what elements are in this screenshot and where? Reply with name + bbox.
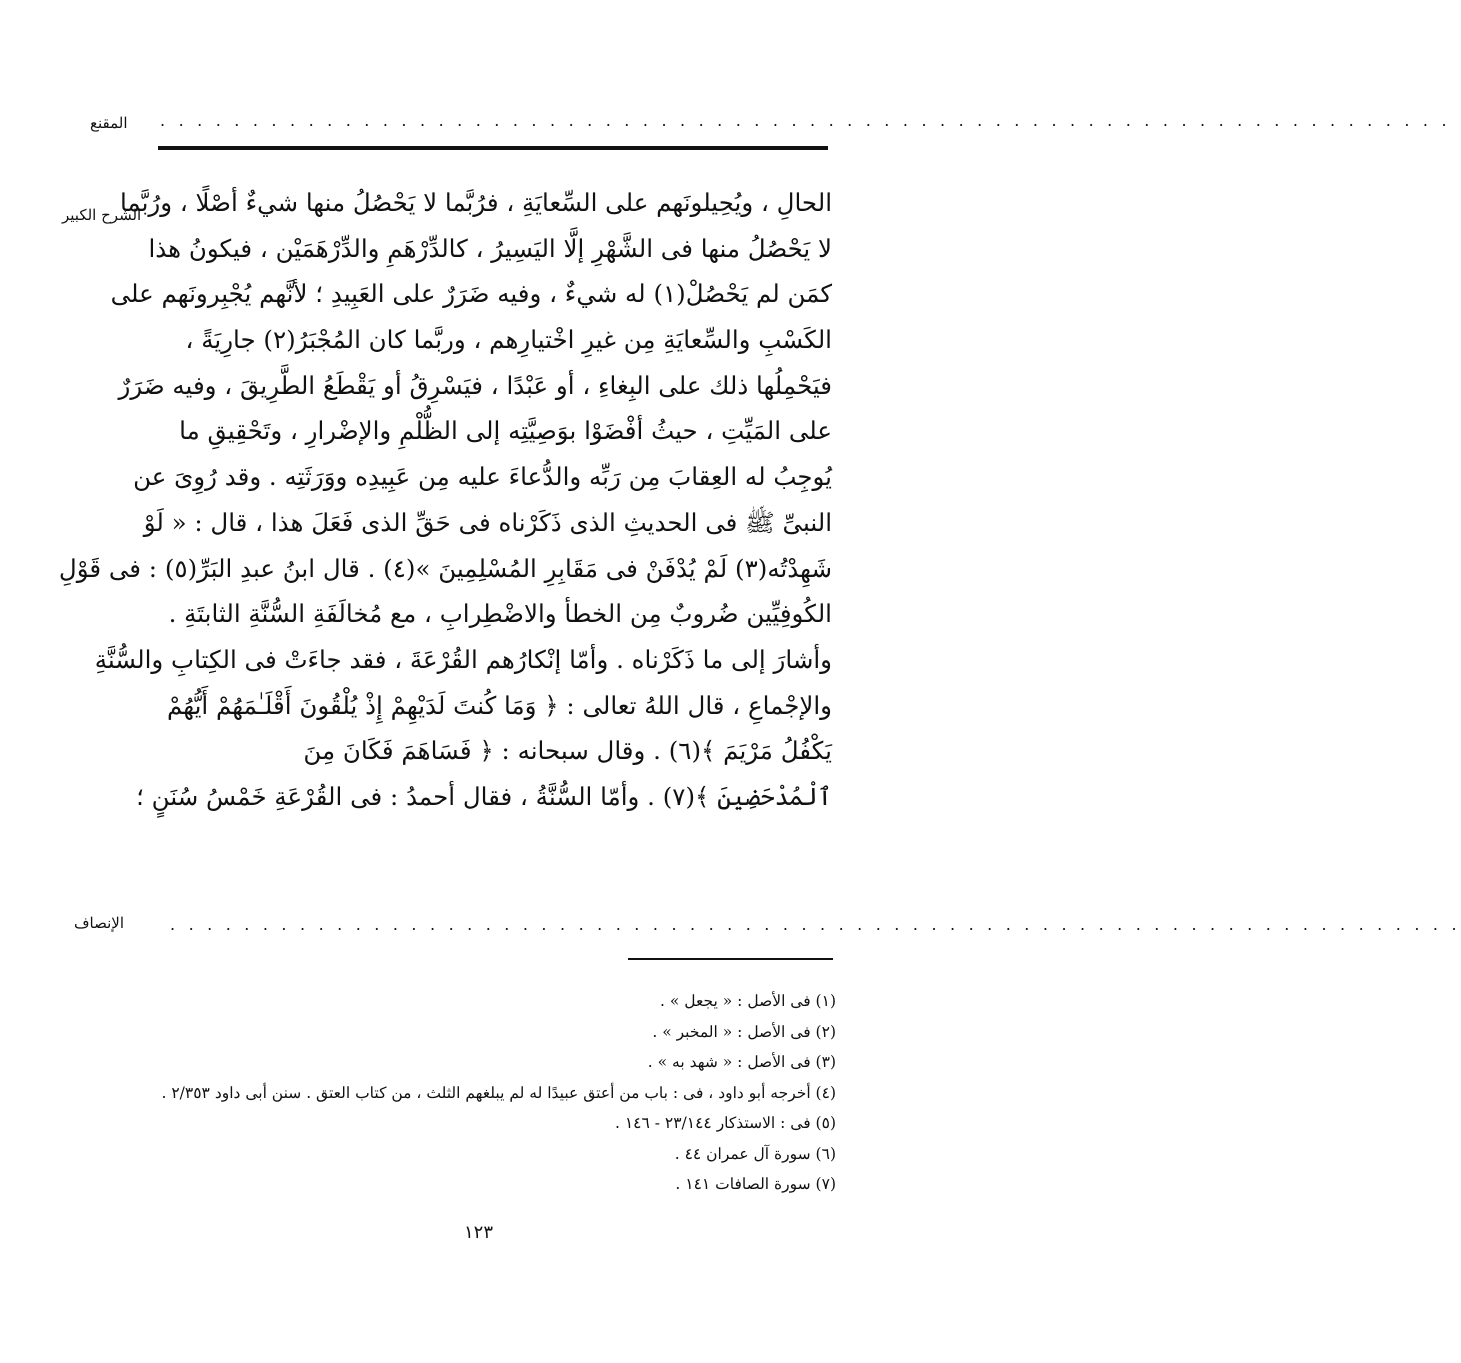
footnote-item: (٦) سورة آل عمران ٤٤ . [674,1144,836,1163]
body-line: لا يَحْصُلُ منها فى الشَّهْرِ إلَّا اليَسِيرُ ، كالدِّرْهَمِ والدِّرْهَمَيْن ، فيكونُ هذا [148,233,832,263]
footnote-item: (١) فى الأصل : « يجعل » . [660,992,836,1010]
body-line: الكَسْبِ والسِّعايَةِ مِن غيرِ اخْتيارِهم ، وربَّما كان المُجْبَرُ(٢) جارِيَةً ، [185,325,832,355]
footnotes [150,986,836,1200]
body-line: وأشارَ إلى ما ذَكَرْناه . وأمّا إنْكارُهم القُرْعَةَ ، فقد جاءَتْ فى الكِتابِ والسُّنَّةِ [94,644,832,674]
insaf-dotted-rule: . . . . . . . . . . . . . . . . . . . . . . . . . . . . . . . . . . . . . . . . . . . . . . . . . . . . . . . . . . . . . . . . . . . . . . [170,915,1461,934]
footnote-separator [628,958,833,960]
side-label-insaf: الإنصاف [74,914,125,932]
body-line: يُوجِبُ له العِقابَ مِن رَبِّه والدُّعاءَ عليه مِن عَبِيدِه ووَرَثَتِه . وقد رُوِىَ عن [133,462,832,492]
page-number: ١٢٣ [463,1222,493,1243]
body-line: الحالِ ، ويُحِيلونَهم على السِّعايَةِ ، فرُبَّما لا يَحْصُلُ منها شيءٌ أصْلًا ، ورُبَّما [119,188,832,217]
header-dotted-rule: . . . . . . . . . . . . . . . . . . . . . . . . . . . . . . . . . . . . . . . . . . . . . . . . . . . . . . . . . . . . . . . . . . . . . . [160,111,1451,130]
body-line: النبىِّ ﷺ فى الحديثِ الذى ذَكَرْناه فى حَقِّ الذى فَعَلَ هذا ، قال : « لَوْ [143,507,832,537]
body-line: يَكْفُلُ مَرْيَمَ ﴾(٦) . وقال سبحانه : ﴿ فَسَاهَمَ فَكَانَ مِنَ [303,736,832,766]
body-line: والإجْماعِ ، قال اللهُ تعالى : ﴿ وَمَا كُنتَ لَدَيْهِمْ إِذْ يُلْقُونَ أَقْلَـٰمَهُمْ أَيُّهُمْ [166,690,832,720]
body-line: على المَيِّتِ ، حيثُ أفْضَوْا بوَصِيَّتِه إلى الظُّلْمِ والإضْرارِ ، وتَحْقِيقِ ما [179,416,832,446]
body-line: كمَن لم يَحْصُلْ(١) له شيءٌ ، وفيه ضَرَرٌ على العَبِيدِ ؛ لأنَّهم يُجْبِرونَهم على [110,279,832,309]
side-label-sharh-kabir: الشرح الكبير [62,206,142,224]
footnote-item: (٥) فى : الاستذكار ٢٣/١٤٤ - ١٤٦ . [614,1114,836,1132]
body-line: فيَحْمِلُها ذلك على البِغاءِ ، أو عَبْدًا ، فيَسْرِقُ أو يَقْطَعُ الطَّرِيقَ ، وفيه ضَرَرٌ [118,370,832,400]
body-line: شَهِدْتُه(٣) لَمْ يُدْفَنْ فى مَقَابِرِ المُسْلِمِينَ »(٤) . قال ابنُ عبدِ البَرِّ(٥) : فى قَوْلِ [58,553,832,583]
body-line: الكُوفِيِّين ضُروبٌ مِن الخطأ والاضْطِرابِ ، مع مُخالَفَةِ السُّنَّةِ الثابتَةِ . [168,599,832,629]
header-label-muqni: المقنع [90,114,128,132]
footnote-item: (٤) أخرجه أبو داود ، فى : باب من أعتق عبيدًا له لم يبلغهم الثلث ، من كتاب العتق . سنن أبى داود ٢/٣٥٣ . [161,1083,836,1102]
footnote-item: (٢) فى الأصل : « المخبر » . [652,1022,836,1041]
header-thick-rule [158,146,828,150]
footnote-item: (٣) فى الأصل : « شهد به » . [647,1053,836,1071]
body-line: ٱلْمُدْحَضِينَ ﴾(٧) . وأمّا السُّنَّةُ ، فقال أحمدُ : فى القُرْعَةِ خَمْسُ سُنَنٍ ؛ [136,781,832,811]
footnote-item: (٧) سورة الصافات ١٤١ . [675,1175,836,1193]
